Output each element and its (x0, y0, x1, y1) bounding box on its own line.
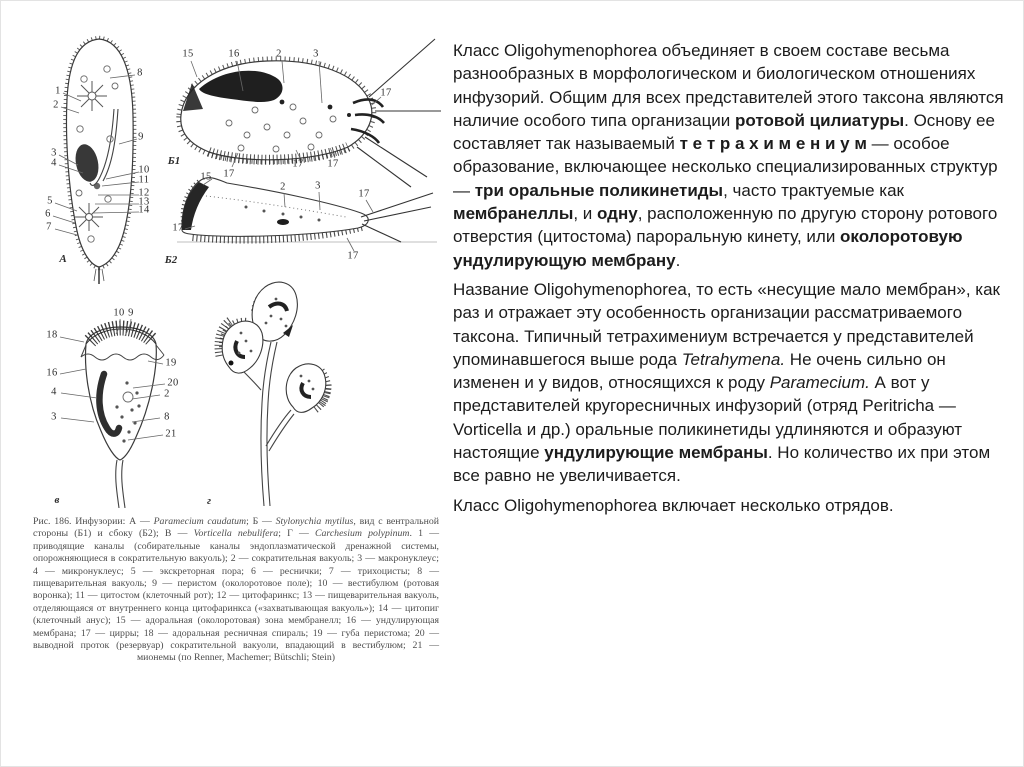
text-segment: Название Oligohymenophorea, то есть «несущие мало мембран», как раз и отражает эту особенность организации рассматриваемого таксона. Типичный тетрахимениум встречается у представителей упоминавшегося выше рода (453, 279, 1000, 369)
figure-panel-label: г (206, 495, 212, 507)
figure-callout: 3 (51, 411, 57, 423)
figure-panel-label: Б1 (167, 155, 181, 167)
figure-callout: 9 (128, 307, 134, 319)
text-segment: Paramecium. (769, 373, 870, 393)
figure-186 (31, 11, 441, 665)
text-segment: ундулирующие мембраны (544, 443, 768, 463)
text-segment: Stylonychia mytilus (275, 516, 354, 527)
text-segment: Класс Oligohymenophorea включает несколько отрядов. (453, 495, 894, 515)
text-segment: . (675, 250, 681, 270)
text-segment: т е т р а х и м е н и у м (679, 134, 867, 154)
text-segment: . 1 — приводящие каналы (собирательные каналы эндоплазматической дренажной системы, опорожняющиеся в сократительную вакуоль); 2 — сократительная вакуоль; 3 — макронуклеус; 4 — микронуклеус; 5 — экскреторная пора; 6 — реснички; 7 — трихоцисты; 8 — пищеварительная вакуоль; 9 — перистом (околоротовое поле); 10 — вестибулюм (ротовая воронка); 11 — цитостом (клеточный рот); 12 — цитофаринкс; 13 — пищеварительная вакуоль, отделяющаяся от внутреннего конца цитофаринкса («захватывающая вакуоль»); 14 — цитопиг (клеточный анус); 15 — адоральная (околоротовая) зона мембранелл; 16 — ундулирующая мембрана; 17 — цирры; 18 — адоральная ресничная спираль; 19 — губа перистома; 20 — выводной проток (резервуар) сократительной вакуоли, впадающий в вестибулюм; 21 — мионемы (по Renner, Machemer; Bütschli; Stein) (33, 528, 440, 664)
text-segment: три оральные поликинетиды (474, 180, 724, 200)
figure-callout: 17 (327, 158, 339, 170)
figure-callout: 17 (380, 87, 392, 99)
paragraph-2 (453, 278, 1015, 488)
text-segment: околоротовую ундулирующую мембрану (453, 227, 963, 270)
text-segment: мембранеллы (453, 204, 574, 224)
figure-callout: 14 (138, 204, 150, 216)
figure-callout: 3 (313, 48, 319, 60)
figure-callout: 15 (200, 171, 212, 183)
text-segment: , расположенную по другую сторону ротового отверстия (цитостома) пароральную кинету, или (453, 204, 998, 247)
figure-callout: 8 (137, 67, 143, 79)
figure-panel-label: в (54, 494, 60, 506)
figure-callout: 17 (172, 222, 184, 234)
figure-panel-label: А (59, 253, 67, 265)
text-segment: , и (573, 204, 598, 224)
figure-panel-label: Б2 (164, 254, 178, 266)
figure-callout: 12 (138, 187, 150, 199)
text-segment: одну (597, 204, 638, 224)
figure-callout: 4 (51, 386, 57, 398)
figure-callout: 16 (228, 48, 240, 60)
figure-callout: 7 (46, 221, 52, 233)
text-segment: А вот у представителей кругоресничных инфузорий (отряд Peritricha — Vorticella и др.) оральные поликинетиды удлиняются и образуют настоящие (453, 373, 963, 463)
figure-callout: 4 (51, 157, 57, 169)
figure-callout: 8 (164, 411, 170, 423)
figure-callout: 3 (315, 180, 321, 192)
figure-callout: 21 (165, 428, 177, 440)
text-segment: ; Г — (278, 528, 315, 540)
text-segment: , часто трактуемые как (723, 180, 904, 200)
text-segment: Vorticella nebulifera (193, 528, 279, 540)
figure-callout: 15 (182, 48, 194, 60)
figure-callout: 6 (45, 208, 51, 220)
figure-art (31, 11, 441, 508)
figure-callout: 17 (223, 168, 235, 180)
text-segment: — особое образование, включающее несколько специализированных структур — (453, 134, 998, 200)
figure-callout: 5 (47, 195, 53, 207)
figure-callout: 17 (292, 158, 304, 170)
stylonychia-side-drawing (177, 178, 437, 251)
figure-callout: 2 (280, 181, 286, 193)
figure-callout: 9 (138, 131, 144, 143)
figure-callout: 2 (53, 99, 59, 111)
text-segment: Не очень сильно он изменен и у видов, относящихся к роду (453, 349, 946, 393)
text-segment: . Но количество их при этом все равно не увеличивается. (453, 443, 991, 486)
protozoa-illustration (31, 11, 441, 508)
figure-callout: 10 (138, 164, 150, 176)
figure-callout: 18 (46, 329, 58, 341)
figure-callout: 2 (276, 48, 282, 60)
paragraph-1 (453, 39, 1015, 272)
figure-caption (33, 516, 439, 665)
carchesium-drawing (219, 282, 327, 506)
vorticella-drawing (60, 319, 165, 508)
figure-callout: 2 (164, 388, 170, 400)
figure-callout: 13 (138, 196, 150, 208)
text-segment: Tetrahymena. (681, 349, 786, 369)
text-segment: . Основу ее составляет так называемый (453, 110, 995, 154)
figure-callout: 10 (113, 307, 125, 319)
text-segment: ротовой цилиатуры (735, 110, 905, 130)
figure-callout: 11 (138, 174, 150, 186)
text-segment: , вид с вентральной стороны (Б1) и сбоку (Б2); В — (33, 516, 439, 540)
text-segment: Carchesium polypinum (314, 528, 410, 540)
text-segment: ; Б — (246, 516, 276, 527)
text-segment: Класс Oligohymenophorea объединяет в своем составе весьма разнообразных в морфологическом и биологическом отношениях инфузорий. Общим для всех представителей этого таксона являются наличие особого типа организации (453, 41, 1004, 130)
figure-callout: 1 (55, 85, 61, 97)
figure-callout: 16 (46, 367, 58, 379)
paragraph-3 (453, 494, 1015, 517)
figure-callout: 3 (51, 147, 57, 159)
article-text (453, 39, 1015, 523)
stylonychia-ventral-drawing (181, 39, 441, 187)
text-segment: Рис. 186. Инфузории: А — (33, 516, 154, 527)
paramecium-drawing (53, 39, 139, 284)
figure-callout: 20 (167, 377, 179, 389)
figure-callout: 19 (165, 357, 177, 369)
text-segment: Paramecium caudatum (153, 516, 247, 527)
figure-callout: 17 (347, 250, 359, 262)
figure-callout: 17 (358, 188, 370, 200)
